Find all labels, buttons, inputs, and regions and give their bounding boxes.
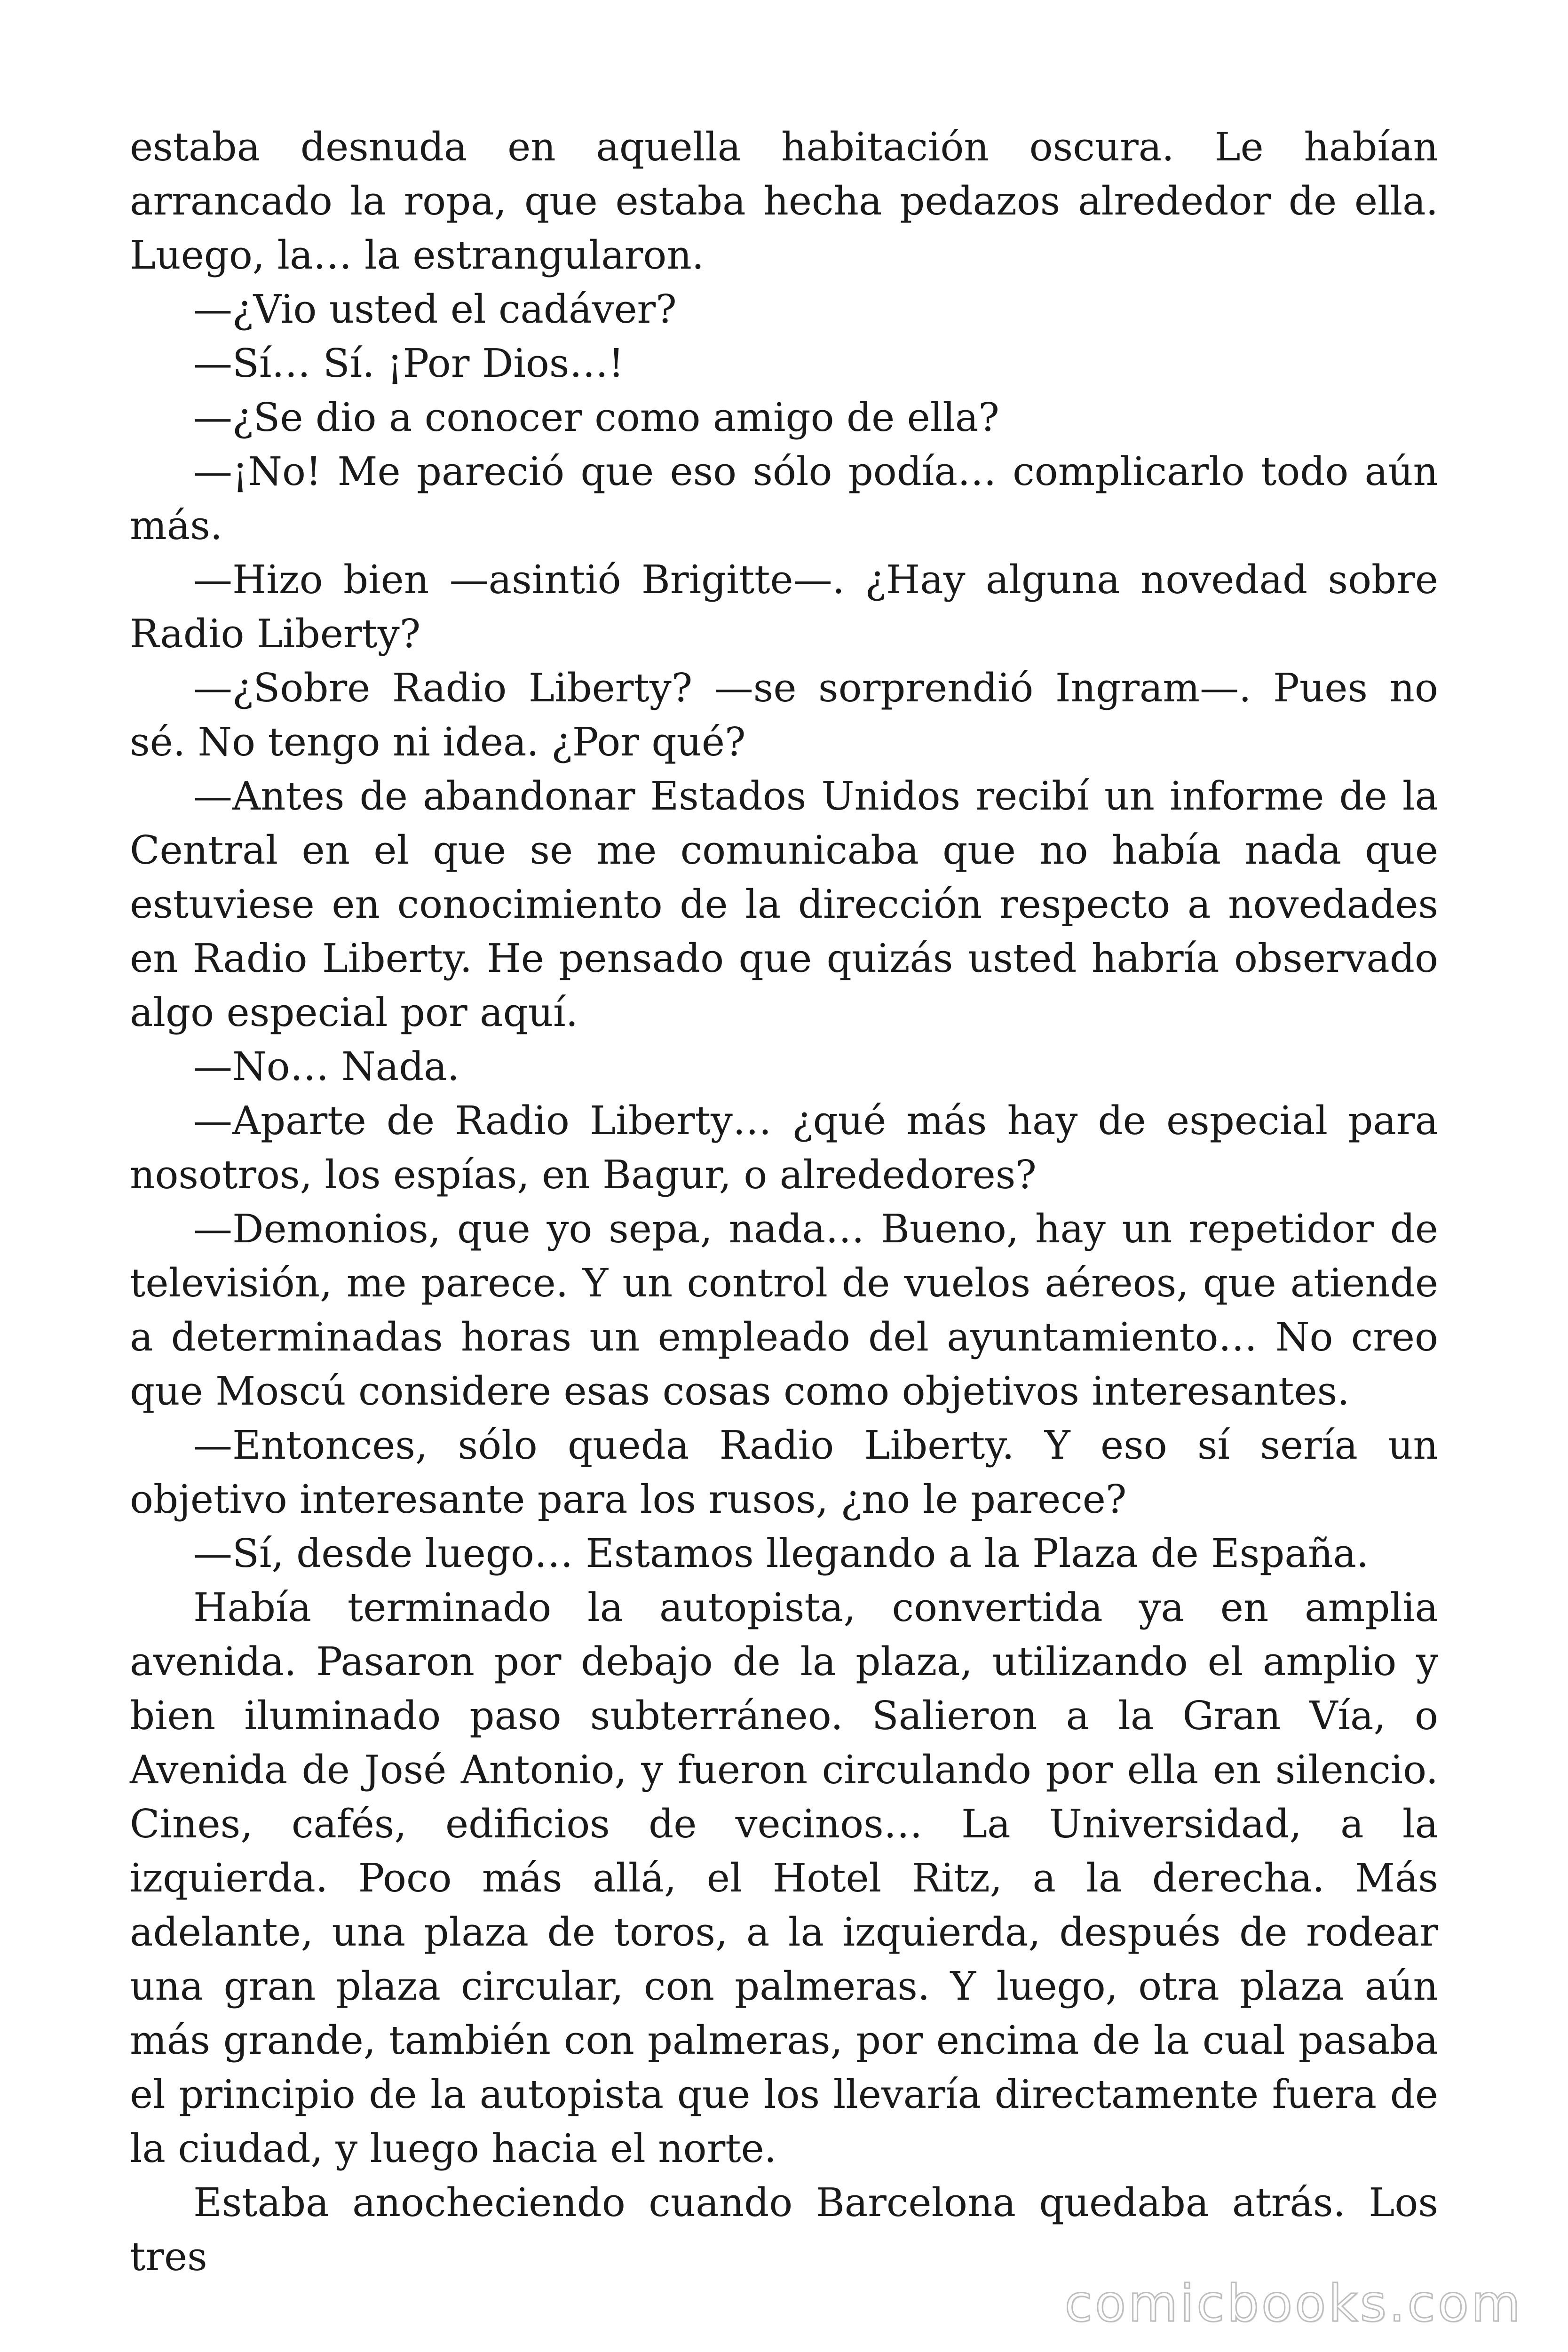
dialogue-line: —Sí… Sí. ¡Por Dios…! <box>193 341 624 386</box>
paragraph-continuation: estaba desnuda en aquella habitación oscura. Le habían arrancado la ropa, que estaba hecha pedazos alrededor de ella. Luego, la… la estrangularon. <box>130 124 1438 278</box>
dialogue-line: —¿Vio usted el cadáver? <box>193 286 677 332</box>
dialogue-line: —Demonios, que yo sepa, nada… Bueno, hay un repetidor de televisión, me parece. Y un control de vuelos aéreos, que atiende a determinadas horas un empleado del ayuntamiento… No creo que Moscú considere esas cosas como objetivos interesantes. <box>130 1206 1438 1414</box>
dialogue-line: —Antes de abandonar Estados Unidos recibí un informe de la Central en el que se me comunicaba que no había nada que estuviese en conocimiento de la dirección respecto a novedades en Radio Liberty. He pensado que quizás usted habría observado algo especial por aquí. <box>130 773 1438 1035</box>
dialogue-line: —¡No! Me pareció que eso sólo podía… complicarlo todo aún más. <box>130 449 1438 548</box>
dialogue-line: —¿Sobre Radio Liberty? —se sorprendió Ingram—. Pues no sé. No tengo ni idea. ¿Por qué? <box>130 665 1438 765</box>
dialogue-line: —Hizo bien —asintió Brigitte—. ¿Hay alguna novedad sobre Radio Liberty? <box>130 557 1438 657</box>
watermark: comicbooks.com <box>1064 2274 1523 2333</box>
narrative-paragraph: Había terminado la autopista, convertida ya en amplia avenida. Pasaron por debajo de la plaza, utilizando el amplio y bien iluminado paso subterráneo. Salieron a la Gran Vía, o Avenida de José Antonio, y fueron circulando por ella en silencio. Cines, cafés, edificios de vecinos… La Universidad, a la izquierda. Poco más allá, el Hotel Ritz, a la derecha. Más adelante, una plaza de toros, a la izquierda, después de rodear una gran plaza circular, con palmeras. Y luego, otra plaza aún más grande, también con palmeras, por encima de la cual pasaba el principio de la autopista que los llevaría directamente fuera de la ciudad, y luego hacia el norte. <box>130 1585 1438 2171</box>
dialogue-line: —Sí, desde luego… Estamos llegando a la Plaza de España. <box>193 1531 1369 1576</box>
dialogue-line: —¿Se dio a conocer como amigo de ella? <box>193 395 999 440</box>
body-text <box>130 120 1438 2284</box>
dialogue-line: —Entonces, sólo queda Radio Liberty. Y eso sí sería un objetivo interesante para los rusos, ¿no le parece? <box>130 1422 1438 1522</box>
narrative-paragraph: Estaba anocheciendo cuando Barcelona quedaba atrás. Los tres <box>130 2180 1438 2280</box>
dialogue-line: —No… Nada. <box>193 1044 460 1089</box>
dialogue-line: —Aparte de Radio Liberty… ¿qué más hay de especial para nosotros, los espías, en Bagur, o alrededores? <box>130 1098 1438 1198</box>
